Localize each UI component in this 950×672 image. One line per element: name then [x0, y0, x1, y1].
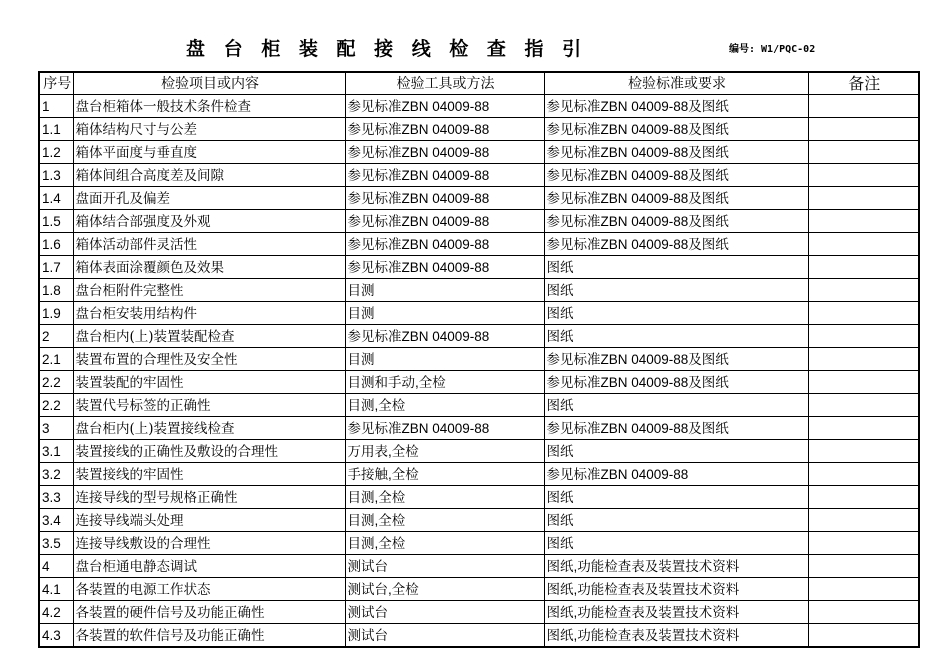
- row-item: 连接导线端头处理: [73, 509, 345, 532]
- table-row: [39, 371, 919, 394]
- row-number: 3.2: [39, 463, 73, 486]
- row-item: 箱体活动部件灵活性: [73, 233, 345, 256]
- row-remark: [808, 95, 919, 118]
- table-row: [39, 394, 919, 417]
- row-standard: 参见标准ZBN 04009-88及图纸: [544, 141, 808, 164]
- table-row: [39, 417, 919, 440]
- row-method: 目测,全检: [345, 486, 544, 509]
- row-item: 装置布置的合理性及安全性: [73, 348, 345, 371]
- row-number: 1: [39, 95, 73, 118]
- row-remark: [808, 624, 919, 648]
- table-row: [39, 164, 919, 187]
- table-row: [39, 509, 919, 532]
- table-row: [39, 440, 919, 463]
- row-item: 箱体平面度与垂直度: [73, 141, 345, 164]
- row-remark: [808, 555, 919, 578]
- row-number: 4.3: [39, 624, 73, 648]
- row-remark: [808, 164, 919, 187]
- row-item: 盘面开孔及偏差: [73, 187, 345, 210]
- row-remark: [808, 371, 919, 394]
- row-remark: [808, 141, 919, 164]
- row-method: 目测: [345, 302, 544, 325]
- row-number: 1.4: [39, 187, 73, 210]
- row-standard: 图纸: [544, 440, 808, 463]
- row-method: 目测和手动,全检: [345, 371, 544, 394]
- row-number: 1.6: [39, 233, 73, 256]
- row-standard: 参见标准ZBN 04009-88及图纸: [544, 371, 808, 394]
- header-remark: 备注: [808, 72, 919, 95]
- row-number: 1.2: [39, 141, 73, 164]
- row-remark: [808, 187, 919, 210]
- row-remark: [808, 578, 919, 601]
- row-method: 参见标准ZBN 04009-88: [345, 233, 544, 256]
- row-remark: [808, 463, 919, 486]
- row-number: 3: [39, 417, 73, 440]
- table-row: [39, 141, 919, 164]
- row-item: 盘台柜箱体一般技术条件检查: [73, 95, 345, 118]
- row-number: 2.1: [39, 348, 73, 371]
- row-item: 盘台柜内(上)装置装配检查: [73, 325, 345, 348]
- row-method: 参见标准ZBN 04009-88: [345, 256, 544, 279]
- row-standard: 参见标准ZBN 04009-88及图纸: [544, 210, 808, 233]
- row-method: 目测,全检: [345, 394, 544, 417]
- header-method: 检验工具或方法: [345, 72, 544, 95]
- row-number: 4.2: [39, 601, 73, 624]
- row-number: 4.1: [39, 578, 73, 601]
- row-standard: 图纸: [544, 256, 808, 279]
- row-remark: [808, 486, 919, 509]
- row-remark: [808, 118, 919, 141]
- row-standard: 图纸: [544, 509, 808, 532]
- row-item: 盘台柜内(上)装置接线检查: [73, 417, 345, 440]
- row-standard: 参见标准ZBN 04009-88及图纸: [544, 164, 808, 187]
- row-method: 参见标准ZBN 04009-88: [345, 417, 544, 440]
- row-number: 2.2: [39, 394, 73, 417]
- row-standard: 参见标准ZBN 04009-88: [544, 463, 808, 486]
- row-standard: 图纸,功能检查表及装置技术资料: [544, 555, 808, 578]
- row-item: 箱体表面涂覆颜色及效果: [73, 256, 345, 279]
- row-method: 参见标准ZBN 04009-88: [345, 118, 544, 141]
- row-standard: 参见标准ZBN 04009-88及图纸: [544, 95, 808, 118]
- row-number: 1.9: [39, 302, 73, 325]
- row-method: 参见标准ZBN 04009-88: [345, 95, 544, 118]
- row-method: 参见标准ZBN 04009-88: [345, 325, 544, 348]
- table-row: [39, 233, 919, 256]
- row-remark: [808, 601, 919, 624]
- row-remark: [808, 279, 919, 302]
- row-remark: [808, 302, 919, 325]
- row-remark: [808, 417, 919, 440]
- row-standard: 参见标准ZBN 04009-88及图纸: [544, 348, 808, 371]
- table-row: [39, 348, 919, 371]
- table-row: [39, 95, 919, 118]
- header-item: 检验项目或内容: [73, 72, 345, 95]
- table-row: [39, 279, 919, 302]
- inspection-table: [38, 71, 920, 648]
- row-standard: 参见标准ZBN 04009-88及图纸: [544, 233, 808, 256]
- row-standard: 参见标准ZBN 04009-88及图纸: [544, 118, 808, 141]
- row-standard: 图纸,功能检查表及装置技术资料: [544, 601, 808, 624]
- row-remark: [808, 440, 919, 463]
- row-item: 连接导线的型号规格正确性: [73, 486, 345, 509]
- table-row: [39, 118, 919, 141]
- row-item: 装置代号标签的正确性: [73, 394, 345, 417]
- row-item: 箱体间组合高度差及间隙: [73, 164, 345, 187]
- row-item: 各装置的电源工作状态: [73, 578, 345, 601]
- row-remark: [808, 233, 919, 256]
- row-number: 3.1: [39, 440, 73, 463]
- table-row: [39, 555, 919, 578]
- row-standard: 图纸: [544, 325, 808, 348]
- row-method: 万用表,全检: [345, 440, 544, 463]
- row-method: 目测,全检: [345, 509, 544, 532]
- row-item: 盘台柜附件完整性: [73, 279, 345, 302]
- row-number: 2.2: [39, 371, 73, 394]
- row-item: 装置接线的正确性及敷设的合理性: [73, 440, 345, 463]
- row-standard: 图纸: [544, 302, 808, 325]
- document-title: 盘 台 柜 装 配 接 线 检 查 指 引: [186, 38, 588, 60]
- row-number: 3.4: [39, 509, 73, 532]
- row-method: 测试台: [345, 624, 544, 648]
- row-method: 参见标准ZBN 04009-88: [345, 187, 544, 210]
- row-method: 参见标准ZBN 04009-88: [345, 141, 544, 164]
- row-item: 箱体结合部强度及外观: [73, 210, 345, 233]
- row-standard: 参见标准ZBN 04009-88及图纸: [544, 187, 808, 210]
- row-method: 参见标准ZBN 04009-88: [345, 210, 544, 233]
- row-number: 1.8: [39, 279, 73, 302]
- row-standard: 图纸,功能检查表及装置技术资料: [544, 578, 808, 601]
- row-remark: [808, 210, 919, 233]
- row-remark: [808, 509, 919, 532]
- row-item: 盘台柜通电静态调试: [73, 555, 345, 578]
- row-method: 目测: [345, 279, 544, 302]
- table-row: [39, 463, 919, 486]
- table-header-row: [39, 72, 919, 95]
- row-item: 装置装配的牢固性: [73, 371, 345, 394]
- table-row: [39, 187, 919, 210]
- row-item: 盘台柜安装用结构件: [73, 302, 345, 325]
- row-item: 各装置的软件信号及功能正确性: [73, 624, 345, 648]
- row-item: 箱体结构尺寸与公差: [73, 118, 345, 141]
- table-row: [39, 256, 919, 279]
- row-remark: [808, 325, 919, 348]
- row-remark: [808, 394, 919, 417]
- row-number: 3.3: [39, 486, 73, 509]
- row-method: 测试台: [345, 601, 544, 624]
- row-number: 1.7: [39, 256, 73, 279]
- row-number: 1.1: [39, 118, 73, 141]
- row-method: 手接触,全检: [345, 463, 544, 486]
- row-remark: [808, 348, 919, 371]
- table-row: [39, 532, 919, 555]
- table-row: [39, 578, 919, 601]
- row-number: 2: [39, 325, 73, 348]
- row-standard: 图纸: [544, 279, 808, 302]
- row-standard: 图纸: [544, 532, 808, 555]
- table-row: [39, 624, 919, 648]
- table-row: [39, 210, 919, 233]
- table-row: [39, 486, 919, 509]
- header-no: 序号: [39, 72, 73, 95]
- row-item: 连接导线敷设的合理性: [73, 532, 345, 555]
- row-method: 目测: [345, 348, 544, 371]
- row-number: 3.5: [39, 532, 73, 555]
- table-row: [39, 325, 919, 348]
- row-number: 1.3: [39, 164, 73, 187]
- row-item: 各装置的硬件信号及功能正确性: [73, 601, 345, 624]
- row-method: 参见标准ZBN 04009-88: [345, 164, 544, 187]
- row-standard: 参见标准ZBN 04009-88及图纸: [544, 417, 808, 440]
- table-row: [39, 601, 919, 624]
- row-method: 测试台,全检: [345, 578, 544, 601]
- row-standard: 图纸: [544, 394, 808, 417]
- row-standard: 图纸,功能检查表及装置技术资料: [544, 624, 808, 648]
- document-code: 编号: W1/PQC-02: [729, 44, 816, 55]
- row-method: 目测,全检: [345, 532, 544, 555]
- header-standard: 检验标准或要求: [544, 72, 808, 95]
- row-remark: [808, 256, 919, 279]
- row-number: 1.5: [39, 210, 73, 233]
- row-remark: [808, 532, 919, 555]
- row-standard: 图纸: [544, 486, 808, 509]
- row-method: 测试台: [345, 555, 544, 578]
- row-number: 4: [39, 555, 73, 578]
- row-item: 装置接线的牢固性: [73, 463, 345, 486]
- table-body: [39, 95, 919, 648]
- table-row: [39, 302, 919, 325]
